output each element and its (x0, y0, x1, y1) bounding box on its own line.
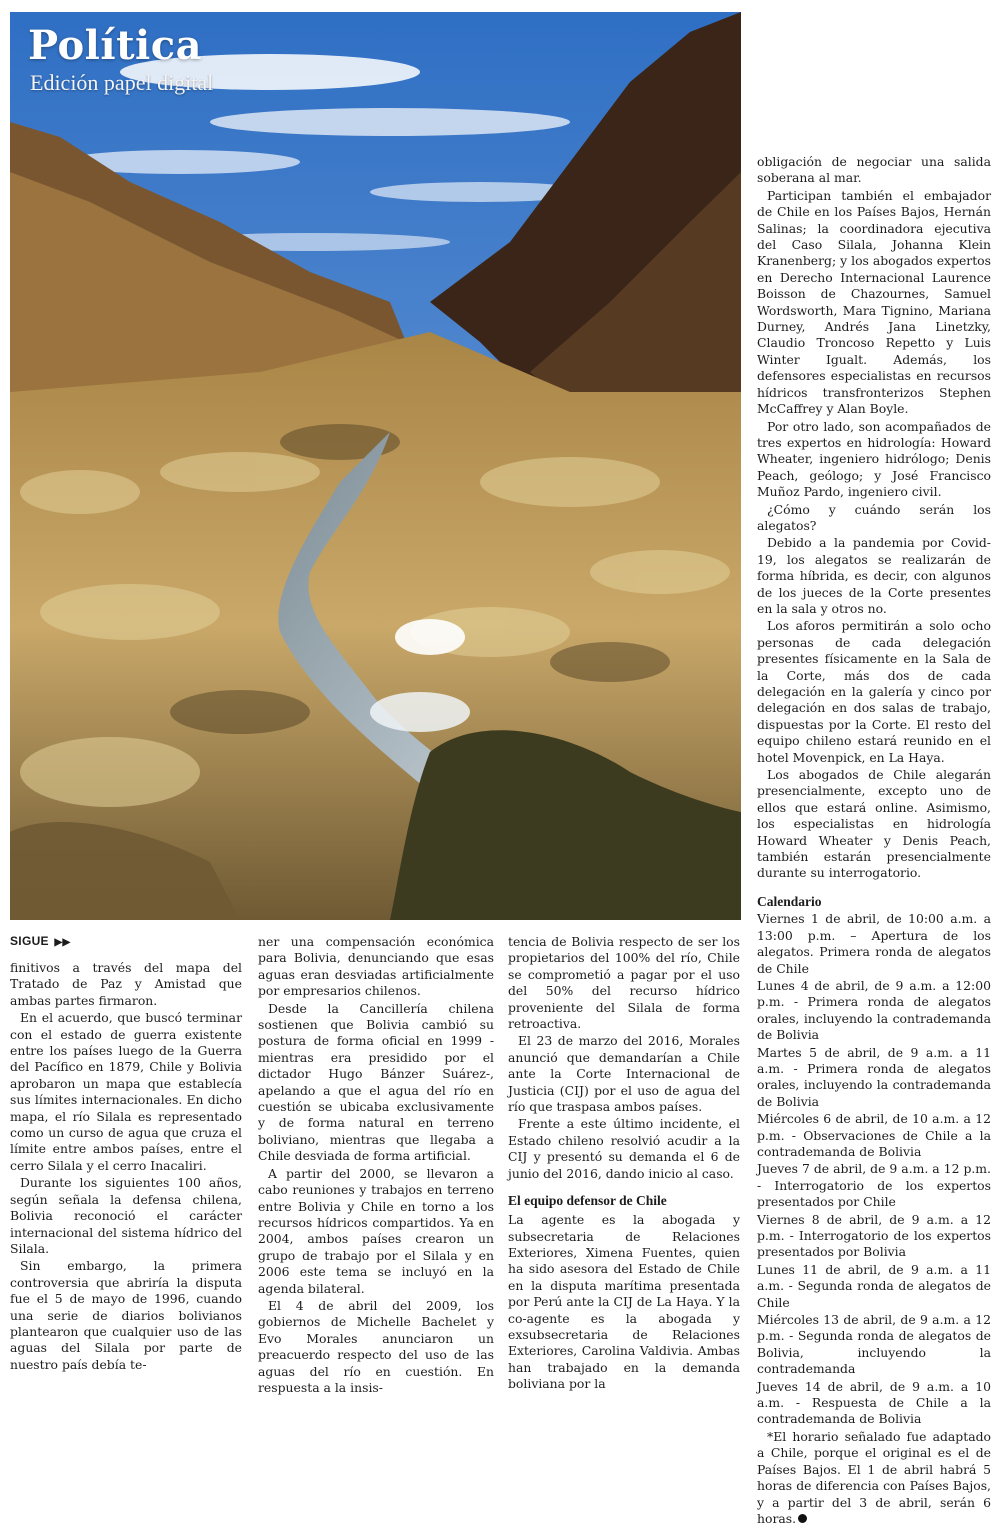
continue-label: SIGUE (10, 934, 49, 948)
article-photo (10, 12, 741, 920)
footnote-text: *El horario señalado fue adaptado a Chile, porque el original es el de Países Bajos. El 1 de abril habrá 5 horas de diferencia con Países Bajos, y a partir del 3 de abril, serán 6 horas. (757, 1428, 991, 1526)
article-column-2 (258, 934, 494, 1397)
article-column-1 (10, 960, 242, 1374)
article-column-4 (757, 154, 991, 1528)
paragraph: Participan también el embajador de Chile en los Países Bajos, Hernán Salinas; la coordinadora ejecutiva del Caso Silala, Johanna Klein Kranenberg; y los abogados expertos en Derecho Internacional Laurence Boisson de Chazournes, Samuel Wordsworth, Mara Tignino, Mariana Durney, Andrés Jana Linetzky, Claudio Troncoso Repetto y Luis Winter Igualt. Además, los defensores especialistas en recursos hídricos transfronterizos Stephen McCaffrey y Alan Boyle. (757, 187, 991, 417)
paragraph: Debido a la pandemia por Covid-19, los alegatos se realizarán de forma híbrida, es decir, con algunos de los jueces de la Corte presentes en la sala y otros no. (757, 535, 991, 616)
paragraph: finitivos a través del mapa del Tratado de Paz y Amistad que ambas partes firmaron. (10, 960, 242, 1008)
end-of-article-icon (798, 1514, 807, 1523)
calendar-item: Viernes 1 de abril, de 10:00 a.m. a 13:00 p.m. – Apertura de los alegatos. Primera ronda de alegatos de Chile (757, 911, 991, 976)
footnote (757, 1429, 991, 1527)
paragraph: El 4 de abril del 2009, los gobiernos de Michelle Bachelet y Evo Morales anunciaron un preacuerdo respecto del uso de las aguas del río en cuestión. En respuesta a la insis- (258, 1297, 494, 1395)
calendar-item: Miércoles 6 de abril, de 10 a.m. a 12 p.m. - Observaciones de Chile a la contrademanda de Bolivia (757, 1111, 991, 1159)
continue-marker (10, 934, 70, 948)
paragraph: En el acuerdo, que buscó terminar con el estado de guerra existente entre los países luego de la Guerra del Pacífico en 1879, Chile y Bolivia aprobaron un mapa que establecía sus límites internacionales. En dicho mapa, el río Silala es representado como un curso de agua que cruza el límite entre ambos países, entre el cerro Silala y el cerro Inacaliri. (10, 1010, 242, 1173)
calendar-item: Lunes 11 de abril, de 9 a.m. a 11 a.m. - Segunda ronda de alegatos de Chile (757, 1261, 991, 1310)
paragraph: La agente es la abogada y subsecretaria de Relaciones Exteriores, Ximena Fuentes, quien ha sido asesora del Estado de Chile en la disputa marítima presentada por Perú ante la CIJ de La Haya. Y la co-agente es la abogada y exsubsecretaria de Relaciones Exteriores, Carolina Valdivia. Ambas han trabajado en la demanda boliviana por la (508, 1212, 740, 1392)
landscape-illustration (10, 12, 741, 920)
paragraph: tencia de Bolivia respecto de ser los propietarios del 100% del río, Chile se comprometió a pagar por el uso del 50% del recurso hídrico proveniente del Silala de forma retroactiva. (508, 934, 740, 1032)
paragraph: Los abogados de Chile alegarán presencialmente, excepto uno de ellos que estará online. Asimismo, los especialistas en hidrología Howard Wheater y Denis Peach, también estarán presencialmente durante su interrogatorio. (757, 767, 991, 881)
calendar-item: Martes 5 de abril, de 9 a.m. a 11 a.m. - Primera ronda de alegatos orales, incluyendo la contrademanda de Bolivia (757, 1044, 991, 1109)
paragraph: Sin embargo, la primera controversia que abriría la disputa fue el 5 de mayo de 1996, cuando una serie de diarios bolivianos plantearon que cualquier uso de las aguas del Silala por parte de nuestro país debía te- (10, 1258, 242, 1372)
play-arrows-icon: ▶▶ (54, 937, 71, 948)
paragraph: Desde la Cancillería chilena sostienen que Bolivia cambió su postura de forma oficial en 1999 -mientras era presidido por el dictador Hugo Bánzer Suárez-, apelando a que el agua del río en cuestión se ubicaba exclusivamente y de forma natural en terreno boliviano, mientras que llegaba a Chile desviada de forma artificial. (258, 1000, 494, 1164)
subheading-defense-team: El equipo defensor de Chile (508, 1193, 667, 1209)
calendar-item: Miércoles 13 de abril, de 9 a.m. a 12 p.m. - Segunda ronda de alegatos de Bolivia, incluyendo la contrademanda (757, 1312, 991, 1377)
calendar-item: Jueves 7 de abril, de 9 a.m. a 12 p.m. - Interrogatorio de los expertos presentados por Chile (757, 1161, 991, 1210)
article-column-3 (508, 934, 740, 1394)
paragraph: Durante los siguientes 100 años, según señala la defensa chilena, Bolivia reconoció el carácter internacional del sistema hídrico del Silala. (10, 1175, 242, 1256)
paragraph: Frente a este último incidente, el Estado chileno resolvió acudir a la CIJ y presentó su demanda el 6 de junio del 2016, dando inicio al caso. (508, 1116, 740, 1181)
paragraph: El 23 de marzo del 2016, Morales anunció que demandarían a Chile ante la Corte Internacional de Justicia (CIJ) por el uso de agua del río que traspasa ambos países. (508, 1033, 740, 1115)
paragraph: A partir del 2000, se llevaron a cabo reuniones y trabajos en terreno entre Bolivia y Chile en torno a los recursos hídricos compartidos. Ya en 2004, ambos países crearon un grupo de trabajo por el Silala y en 2006 este tema se incluyó en la agenda bilateral. (258, 1165, 494, 1296)
paragraph: Por otro lado, son acompañados de tres expertos en hidrología: Howard Wheater, ingeniero hidrólogo; Denis Peach, geólogo; y José Francisco Muñoz Pardo, ingeniero civil. (757, 418, 991, 500)
paragraph-question: ¿Cómo y cuándo serán los alegatos? (757, 501, 991, 533)
section-title: Política (28, 22, 203, 69)
paragraph: obligación de negociar una salida soberana al mar. (757, 154, 991, 186)
paragraph: Los aforos permitirán a solo ocho personas de cada delegación presentes físicamente en la Sala de la Corte, más dos de cada delegación en la galería y cinco por delegación en dos salas de trabajo, dispuestas por la Corte. El resto del equipo chileno estará reunido en el hotel Movenpick, en La Haya. (757, 618, 991, 765)
calendar-item: Viernes 8 de abril, de 9 a.m. a 12 p.m. - Interrogatorio de los expertos presentados por Bolivia (757, 1211, 991, 1260)
calendar-item: Jueves 14 de abril, de 9 a.m. a 10 a.m. - Respuesta de Chile a la contrademanda de Bolivia (757, 1378, 991, 1427)
paragraph: ner una compensación económica para Bolivia, denunciando que esas aguas eran desviadas artificialmente por empresarios chilenos. (258, 934, 494, 999)
calendar-heading: Calendario (757, 893, 822, 909)
edition-label: Edición papel digital (30, 70, 214, 95)
calendar-item: Lunes 4 de abril, de 9 a.m. a 12:00 p.m. - Primera ronda de alegatos orales, incluyendo la contrademanda de Bolivia (757, 977, 991, 1043)
